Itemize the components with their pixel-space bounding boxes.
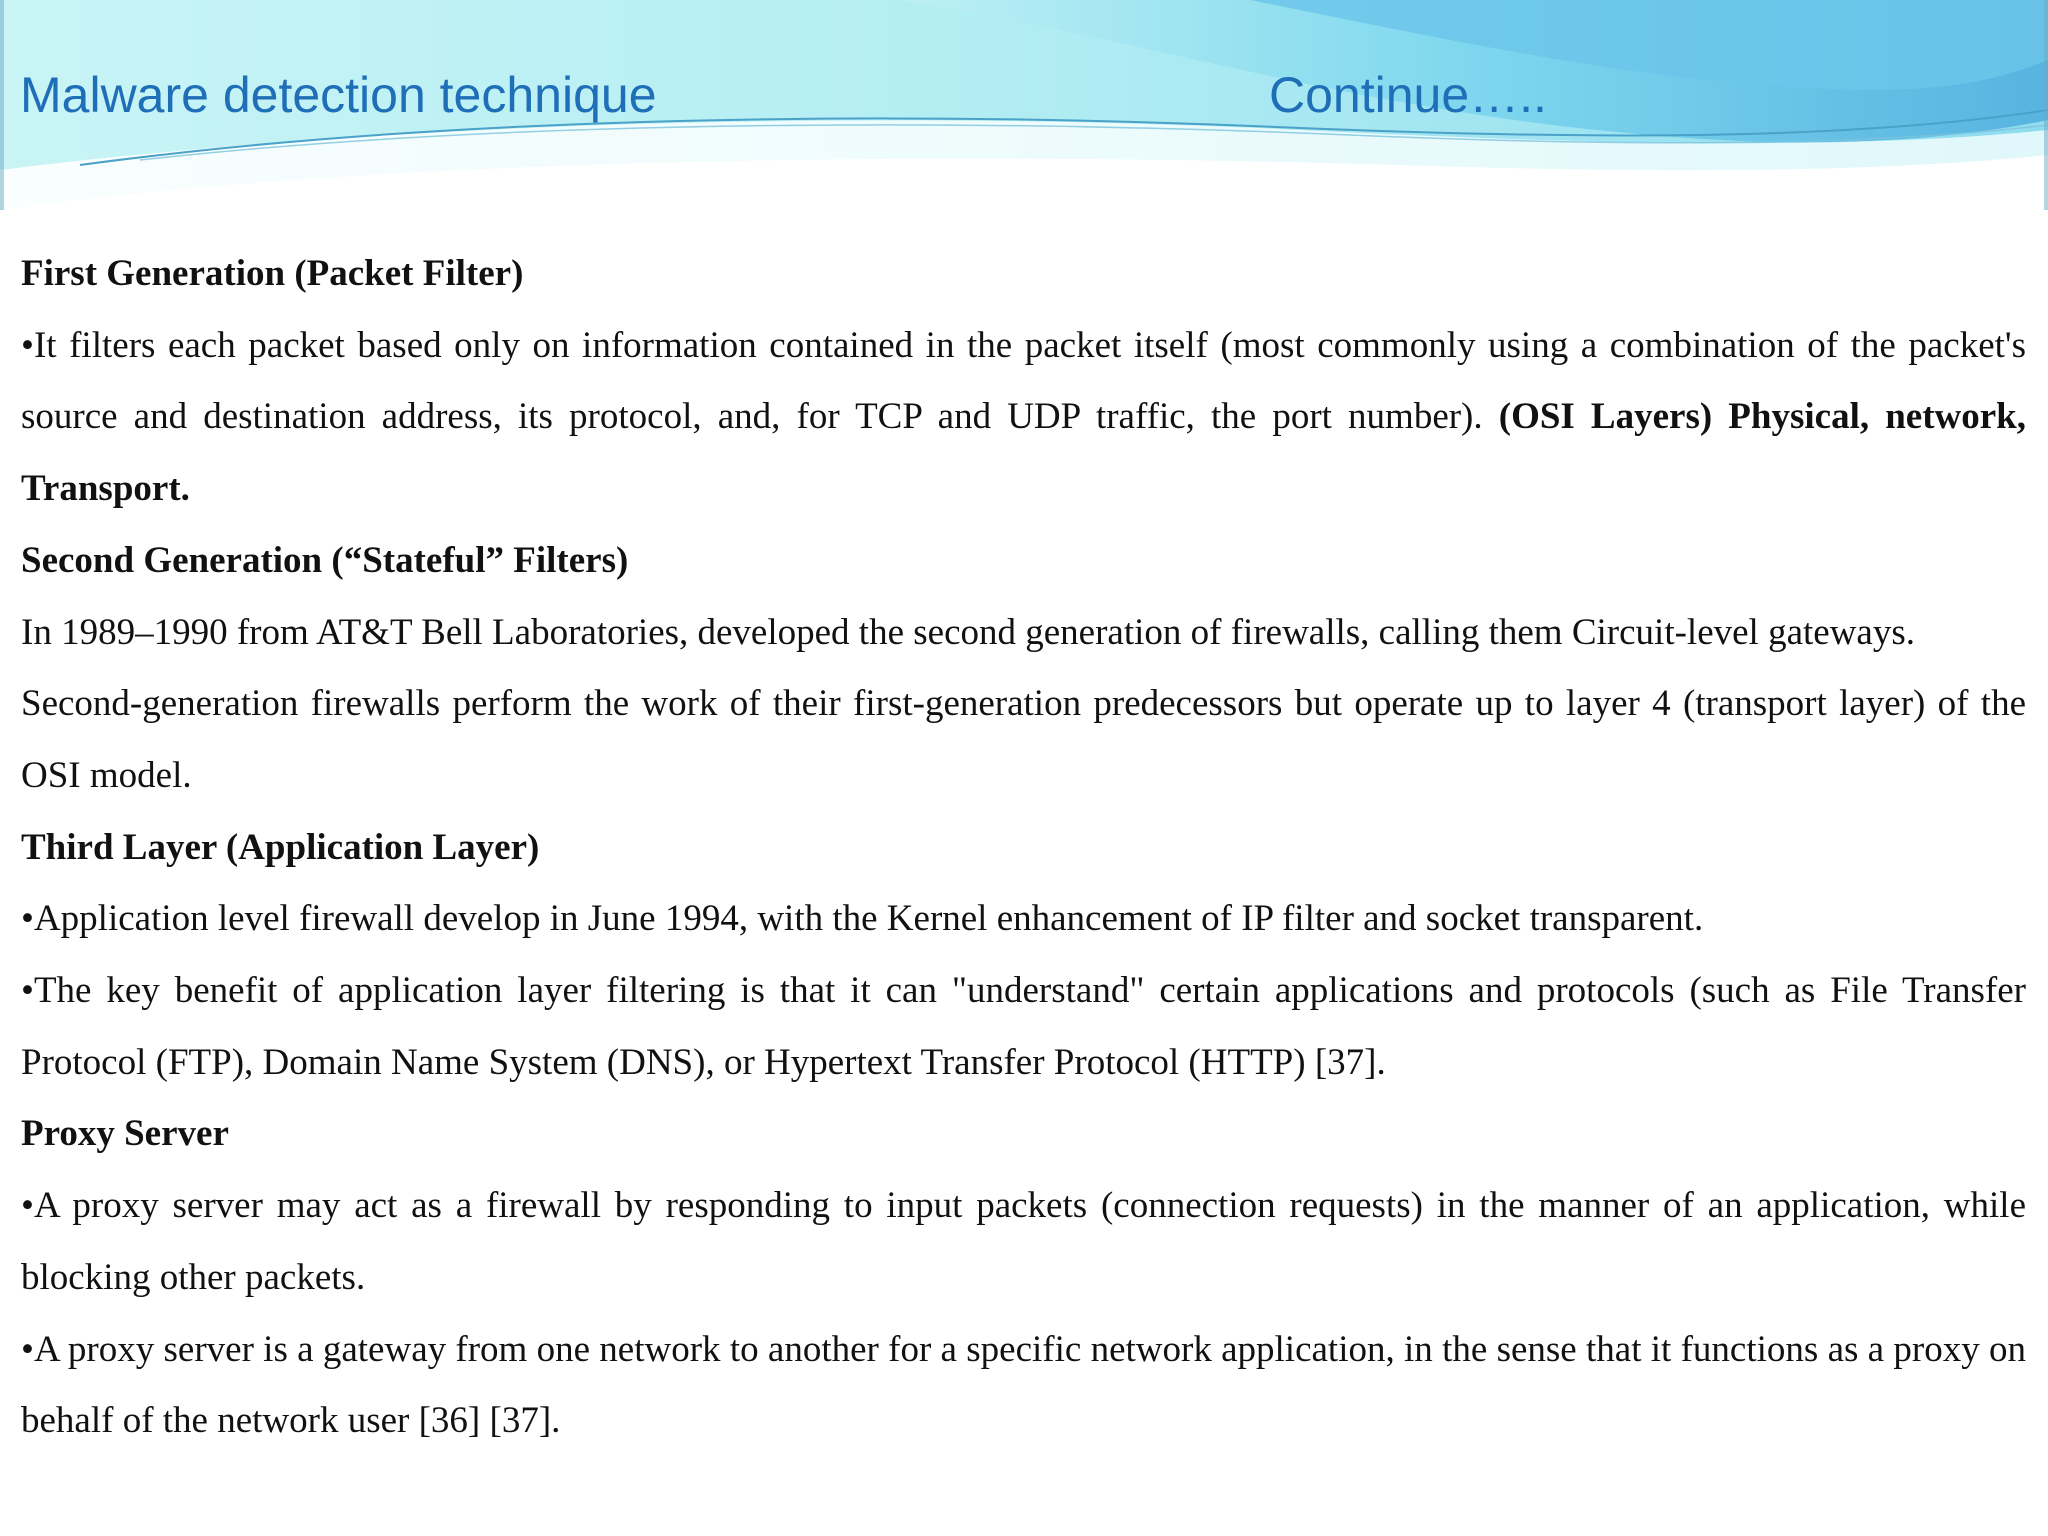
osi-layers-bold: (OSI Layers) Physical, network, Transport.	[21, 396, 2026, 510]
section-heading-proxy-server: Proxy Server	[21, 1113, 229, 1155]
paragraph-second-gen-firewalls: Second-generation firewalls perform the work of their first-generation predecessors but operate up to layer 4 (transport layer) of the OSI model.	[21, 683, 2026, 796]
section-heading-second-generation: Second Generation (“Stateful” Filters)	[21, 539, 629, 581]
paragraph-application-firewall: •Application level firewall develop in June 1994, with the Kernel enhancement of IP filter and socket transparent.	[21, 898, 1704, 940]
paragraph-proxy-firewall: •A proxy server may act as a firewall by responding to input packets (connection requests) in the manner of an application, while blocking other packets.	[21, 1185, 2026, 1298]
slide-title: Malware detection technique	[20, 67, 657, 123]
paragraph-circuit-level: In 1989–1990 from AT&T Bell Laboratories, developed the second generation of firewalls, calling them Circuit-level gateways.	[21, 611, 1915, 653]
slide-body	[21, 238, 2026, 1457]
continue-label: Continue…..	[1269, 67, 1547, 123]
paragraph-packet-filter	[21, 310, 2026, 525]
paragraph-text: •It filters each packet based only on information contained in the packet itself (most commonly using a combination of the packet's source and destination address, its protocol, and, for TCP and UDP traffic, the port number).	[21, 324, 2026, 438]
header-banner	[0, 0, 2048, 210]
section-heading-third-layer: Third Layer (Application Layer)	[21, 826, 540, 868]
paragraph-application-layer-benefit: •The key benefit of application layer filtering is that it can "understand" certain applications and protocols (such as File Transfer Protocol (FTP), Domain Name System (DNS), or Hypertext Transfer Protocol (HTTP) [37].	[21, 970, 2026, 1083]
section-heading-first-generation: First Generation (Packet Filter)	[21, 253, 524, 294]
paragraph-proxy-gateway: •A proxy server is a gateway from one network to another for a specific network application, in the sense that it functions as a proxy on behalf of the network user [36] [37].	[21, 1328, 2026, 1442]
